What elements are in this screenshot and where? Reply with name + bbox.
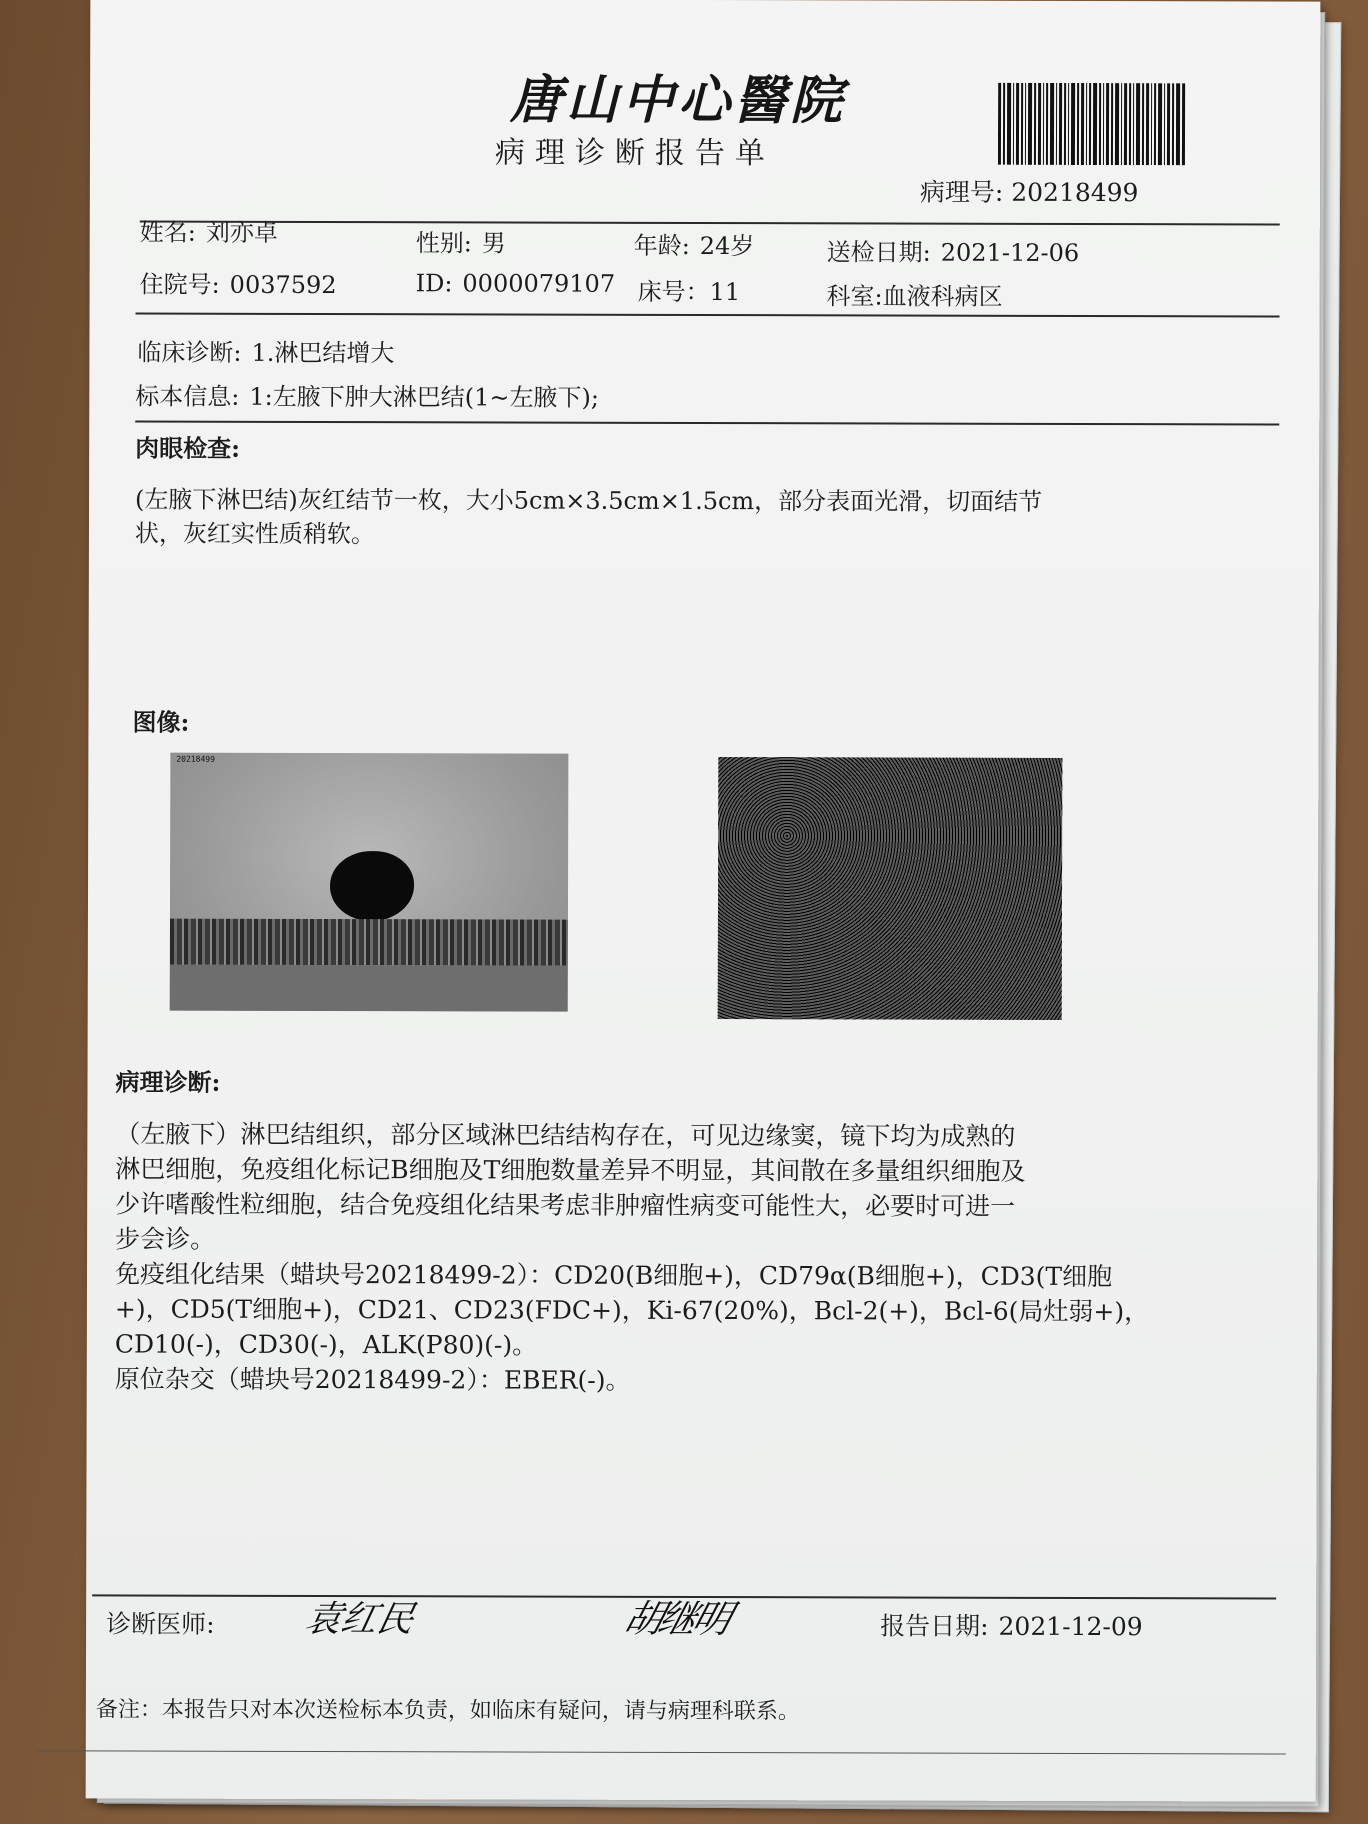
doctor-signature-1: 袁红民 bbox=[301, 1598, 418, 1641]
barcode-image bbox=[998, 83, 1186, 165]
gross-exam-line: (左腋下淋巴结)灰红结节一枚，大小5cm×3.5cm×1.5cm，部分表面光滑，切面结节 bbox=[135, 485, 1043, 516]
immunohistochemistry-line: 免疫组化结果（蜡块号20218499-2）：CD20(B细胞+)，CD79α(B细胞+)，CD3(T细胞 bbox=[114, 1259, 1113, 1292]
clinical-diagnosis-value: 1.淋巴结增大 bbox=[251, 338, 395, 368]
specimen-info bbox=[135, 377, 599, 413]
report-date-value: 2021-12-09 bbox=[998, 1611, 1143, 1642]
bed-number-value: 11 bbox=[709, 278, 741, 307]
clinical-diagnosis-label: 临床诊断: bbox=[137, 338, 242, 367]
photo-bottom bbox=[170, 965, 568, 1012]
pathology-diagnosis-text bbox=[115, 1116, 1266, 1399]
images-title: 图像: bbox=[132, 707, 190, 737]
diagnosis-line: 步会诊。 bbox=[115, 1224, 216, 1254]
gross-exam-line: 状，灰红实性质稍软。 bbox=[134, 519, 375, 549]
patient-sex bbox=[416, 223, 506, 258]
clinical-diagnosis bbox=[137, 333, 394, 369]
microscopy-photo bbox=[718, 757, 1063, 1020]
submit-date bbox=[827, 232, 1080, 268]
bed-number-label: 床号： bbox=[637, 277, 710, 307]
department-value: 血液科病区 bbox=[882, 282, 1003, 311]
gross-exam-title: 肉眼检查: bbox=[135, 433, 241, 463]
patient-sex-label: 性别: bbox=[415, 229, 472, 258]
gross-specimen-photo bbox=[170, 753, 569, 1012]
patient-age-label: 年龄: bbox=[633, 231, 690, 260]
patient-name-label: 姓名: bbox=[139, 218, 196, 247]
patient-name-value: 刘亦卓 bbox=[205, 218, 278, 247]
divider-top bbox=[140, 221, 1280, 226]
pathology-report-page bbox=[86, 0, 1321, 1802]
photo-tag: 20218499 bbox=[176, 754, 215, 764]
patient-age-value: 24岁 bbox=[699, 231, 755, 261]
divider-bottom bbox=[36, 1750, 1286, 1754]
specimen-info-label: 标本信息: bbox=[135, 382, 240, 411]
patient-sex-value: 男 bbox=[481, 229, 506, 258]
bed-number bbox=[638, 272, 741, 307]
department bbox=[827, 276, 1003, 311]
pathology-number-value: 20218499 bbox=[1011, 177, 1139, 208]
in-situ-hybridization-line: 原位杂交（蜡块号20218499-2）：EBER(-)。 bbox=[114, 1364, 631, 1395]
doctor-label: 诊断医师: bbox=[106, 1609, 215, 1639]
inpatient-number bbox=[140, 265, 337, 301]
inpatient-number-label: 住院号: bbox=[139, 270, 220, 299]
immunohistochemistry-line: +)，CD5(T细胞+)，CD21、CD23(FDC+)，Ki-67(20%)，Bcl-2(+)，Bcl-6(局灶弱+)， bbox=[114, 1294, 1150, 1327]
patient-id-value: 0000079107 bbox=[462, 269, 616, 298]
diagnosis-line: （左腋下）淋巴结组织，部分区域淋巴结结构存在，可见边缘窦，镜下均为成熟的 bbox=[115, 1119, 1016, 1151]
footer-note: 备注：本报告只对本次送检标本负责，如临床有疑问，请与病理科联系。 bbox=[95, 1697, 800, 1725]
specimen-nodule bbox=[330, 851, 414, 921]
doctor-signature-2: 胡继明 bbox=[619, 1596, 734, 1642]
pathology-number bbox=[920, 173, 1139, 210]
specimen-info-value: 1:左腋下肿大淋巴结(1~左腋下); bbox=[249, 382, 599, 412]
diagnosis-line: 淋巴细胞，免疫组化标记B细胞及T细胞数量差异不明显，其间散在多量组织细胞及 bbox=[115, 1154, 1026, 1186]
ruler-bar bbox=[170, 919, 568, 966]
department-label: 科室: bbox=[826, 282, 883, 311]
hospital-name-logo: 唐山中心醫院 bbox=[510, 69, 847, 132]
report-date bbox=[880, 1606, 1143, 1643]
inpatient-number-value: 0037592 bbox=[229, 270, 337, 300]
pathology-diagnosis-title: 病理诊断: bbox=[115, 1067, 221, 1097]
divider-patient bbox=[136, 313, 1280, 318]
diagnosis-line: 少许嗜酸性粒细胞，结合免疫组化结果考虑非肿瘤性病变可能性大，必要时可进一 bbox=[115, 1189, 1016, 1221]
submit-date-label: 送检日期: bbox=[826, 238, 931, 267]
gross-exam-text bbox=[135, 483, 1255, 554]
immunohistochemistry-line: CD10(-)，CD30(-)，ALK(P80)(-)。 bbox=[114, 1329, 538, 1360]
report-title: 病理诊断报告单 bbox=[494, 135, 775, 172]
report-date-label: 报告日期: bbox=[880, 1611, 989, 1641]
patient-age bbox=[634, 226, 755, 261]
patient-name bbox=[140, 213, 278, 248]
pathology-number-label: 病理号: bbox=[919, 177, 1004, 207]
patient-id bbox=[416, 269, 616, 298]
patient-id-label: ID: bbox=[415, 269, 453, 298]
submit-date-value: 2021-12-06 bbox=[940, 238, 1080, 267]
divider-clinical bbox=[135, 421, 1279, 426]
